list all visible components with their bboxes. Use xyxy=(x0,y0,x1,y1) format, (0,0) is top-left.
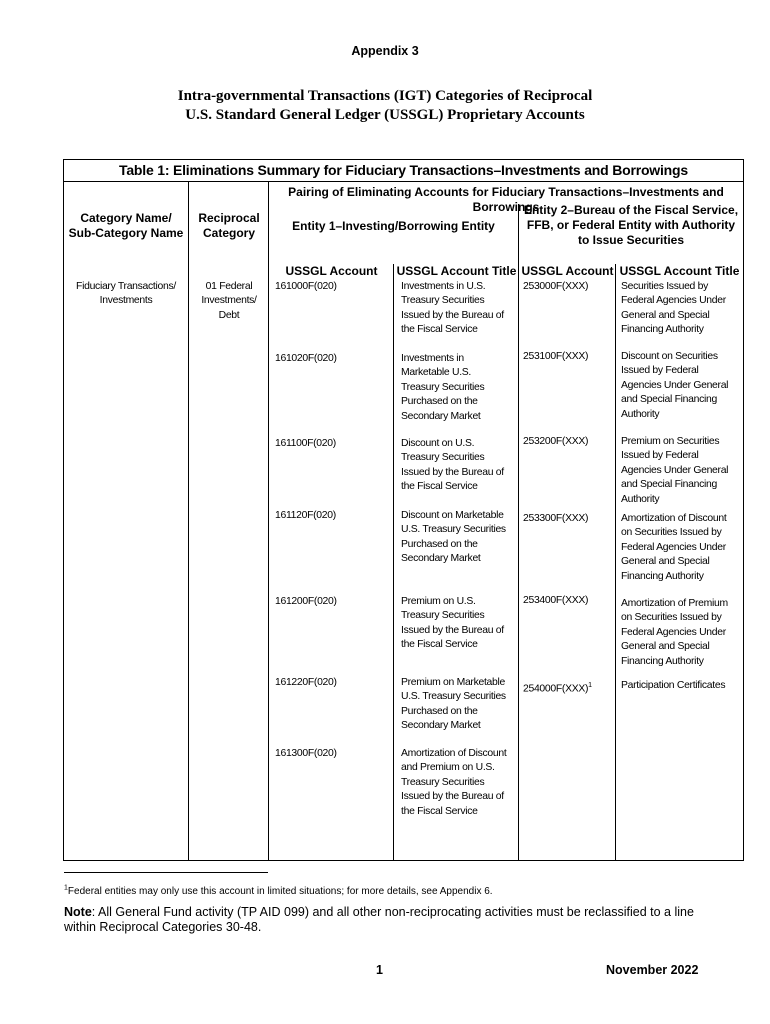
entity2-account: 253100F(XXX) xyxy=(523,351,589,362)
pairing-header: Pairing of Eliminating Accounts for Fiduciary Transactions–Investments and Borrowings xyxy=(288,185,724,214)
entity2-account-title: Participation Certificates xyxy=(621,680,726,691)
entity1-account: 161220F(020) xyxy=(275,677,337,688)
entity1-account-title: Investments in U.S. Treasury Securities Issued by the Bureau of the Fiscal Service xyxy=(401,281,504,336)
entity1-header: Entity 1–Investing/Borrowing Entity xyxy=(292,219,495,233)
entity2-account: 253300F(XXX) xyxy=(523,513,589,524)
entity2-account: 253000F(XXX) xyxy=(523,281,589,292)
footnote-marker: 1 xyxy=(64,884,68,892)
appendix-label: Appendix 3 xyxy=(351,44,419,58)
entity2-account: 253200F(XXX) xyxy=(523,436,589,447)
reciprocal-category-cell: 01 Federal Investments/ Debt xyxy=(201,281,257,321)
column-divider-2 xyxy=(268,181,269,861)
table-title-divider xyxy=(63,181,743,182)
table-border-right xyxy=(743,159,744,861)
entity1-account-title: Discount on U.S. Treasury Securities Issued by the Bureau of the Fiscal Service xyxy=(401,438,504,493)
ussgl-account-header-2: USSGL Account xyxy=(521,264,614,278)
entity2-account xyxy=(523,679,615,697)
document-title-line1: Intra-governmental Transactions (IGT) Categories of Reciprocal xyxy=(177,88,593,104)
column-divider-5 xyxy=(615,264,616,861)
entity2-account-title: Amortization of Premium on Securities Issued by Federal Agencies Under General and Special Financing Authority xyxy=(621,598,728,667)
column-divider-4 xyxy=(518,204,519,861)
entity2-account-title: Amortization of Discount on Securities Issued by Federal Agencies Under General and Special Financing Authority xyxy=(621,513,727,582)
entity1-account: 161020F(020) xyxy=(275,353,337,364)
reciprocal-category-header: Reciprocal Category xyxy=(198,211,260,240)
note xyxy=(64,905,704,935)
entity2-header: Entity 2–Bureau of the Fiscal Service, FFB, or Federal Entity with Authority to Issue Securities xyxy=(523,203,739,247)
document-title-line2: U.S. Standard General Ledger (USSGL) Proprietary Accounts xyxy=(185,107,585,123)
entity1-account: 161200F(020) xyxy=(275,596,337,607)
ussgl-account-title-header-2: USSGL Account Title xyxy=(619,264,740,278)
entity2-account-title: Discount on Securities Issued by Federal Agencies Under General and Special Financing Authority xyxy=(621,351,729,420)
table-border-top xyxy=(63,159,743,160)
entity1-account: 161000F(020) xyxy=(275,281,337,292)
note-text: : All General Fund activity (TP AID 099) and all other non-reciprocating activities must be reclassified to a line within Reciprocal Categories 30-48. xyxy=(64,905,694,934)
category-name-cell: Fiduciary Transactions/ Investments xyxy=(76,281,176,307)
entity1-account-title: Amortization of Discount and Premium on U.S. Treasury Securities Issued by the Bureau of the Fiscal Service xyxy=(401,748,507,817)
entity1-account-title: Premium on Marketable U.S. Treasury Securities Purchased on the Secondary Market xyxy=(401,677,506,732)
entity2-account: 253400F(XXX) xyxy=(523,595,589,606)
entity2-account-value: 254000F(XXX) xyxy=(523,683,589,695)
entity1-account: 161120F(020) xyxy=(275,510,336,521)
entity2-account-title: Premium on Securities Issued by Federal Agencies Under General and Special Financing Authority xyxy=(621,436,729,505)
footnote-reference: 1 xyxy=(588,682,592,689)
footnote-rule xyxy=(64,872,268,873)
table-border-left xyxy=(63,159,64,861)
entity2-account-title: Securities Issued by Federal Agencies Under General and Special Financing Authority xyxy=(621,281,726,336)
footnote xyxy=(64,886,493,897)
page-number: 1 xyxy=(376,963,383,977)
page-date: November 2022 xyxy=(606,963,699,977)
column-divider-1 xyxy=(188,181,189,861)
entity1-account: 161100F(020) xyxy=(275,438,336,449)
ussgl-account-header-1: USSGL Account xyxy=(285,264,378,278)
note-label: Note xyxy=(64,905,92,919)
ussgl-account-title-header-1: USSGL Account Title xyxy=(396,264,517,278)
entity1-account-title: Investments in Marketable U.S. Treasury Securities Purchased on the Secondary Market xyxy=(401,353,485,422)
column-divider-3 xyxy=(393,264,394,861)
footnote-text: Federal entities may only use this account in limited situations; for more details, see Appendix 6. xyxy=(67,886,493,897)
table-border-bottom xyxy=(63,860,743,861)
entity1-account-title: Premium on U.S. Treasury Securities Issued by the Bureau of the Fiscal Service xyxy=(401,596,504,651)
entity1-account: 161300F(020) xyxy=(275,748,337,759)
table-title: Table 1: Eliminations Summary for Fiduciary Transactions–Investments and Borrowings xyxy=(119,162,688,178)
category-name-header: Category Name/ Sub-Category Name xyxy=(68,211,184,240)
entity1-account-title: Discount on Marketable U.S. Treasury Securities Purchased on the Secondary Market xyxy=(401,510,506,565)
